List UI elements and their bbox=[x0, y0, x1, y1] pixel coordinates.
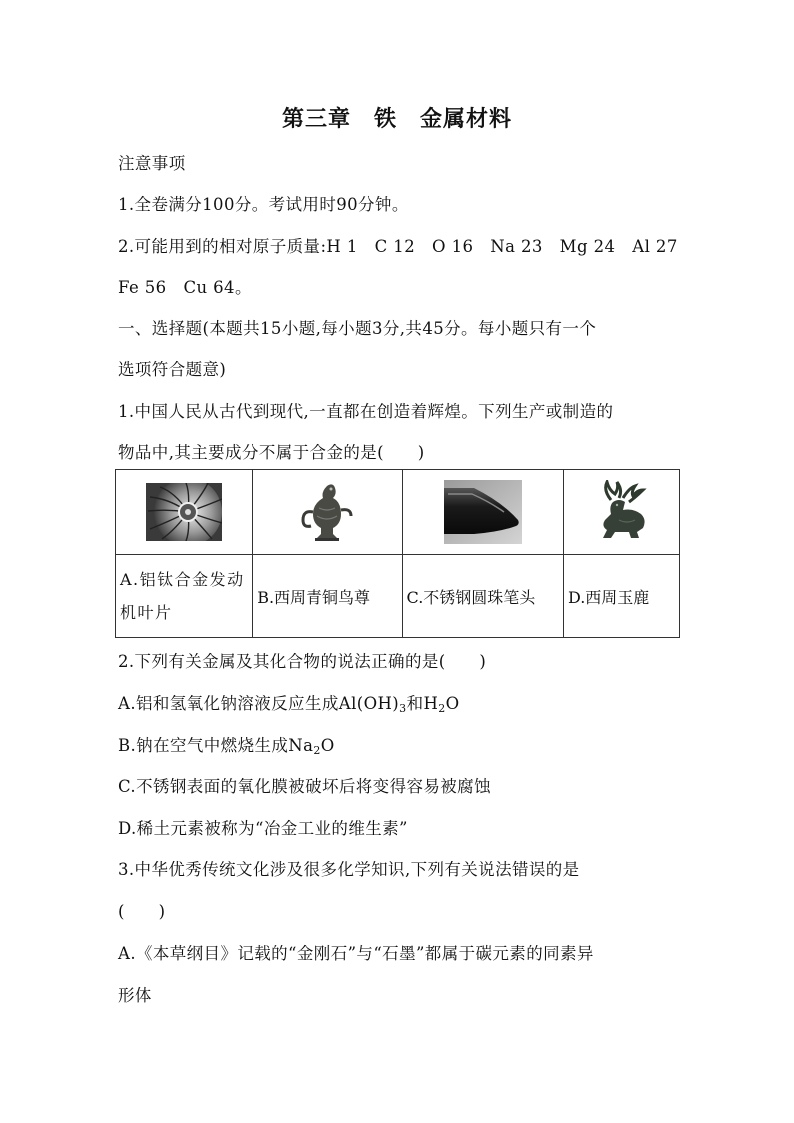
question-2-option-a bbox=[118, 690, 460, 714]
option-a-image-cell bbox=[116, 470, 253, 555]
question-2-option-c: C.不锈钢表面的氧化膜被破坏后将变得容易被腐蚀 bbox=[118, 777, 491, 796]
subscript: 3 bbox=[399, 702, 407, 715]
options-label-row bbox=[116, 555, 680, 638]
option-c-label: C.不锈钢圆珠笔头 bbox=[402, 555, 563, 638]
question-3-option-a-line-1: A.《本草纲目》记载的“金刚石”与“石墨”都属于碳元素的同素异 bbox=[118, 944, 594, 963]
question-2-stem: 2.下列有关金属及其化合物的说法正确的是( ) bbox=[118, 652, 487, 671]
question-1-stem-line-2: 物品中,其主要成分不属于合金的是( ) bbox=[118, 443, 425, 462]
option-a-text: A.铝和氢氧化钠溶液反应生成Al(OH) bbox=[118, 694, 400, 713]
question-1-stem-line-1: 1.中国人民从古代到现代,一直都在创造着辉煌。下列生产或制造的 bbox=[118, 402, 614, 421]
chapter-title: 第三章 铁 金属材料 bbox=[281, 106, 512, 132]
question-3-option-a-line-2: 形体 bbox=[118, 986, 152, 1005]
section-heading-line-2: 选项符合题意) bbox=[118, 360, 227, 379]
turbine-fan-image bbox=[146, 483, 222, 541]
notice-item-2-line-1: 2.可能用到的相对原子质量:H 1 C 12 O 16 Na 23 Mg 24 Al 27 bbox=[118, 237, 678, 256]
option-a-text-mid: 和H bbox=[406, 694, 439, 713]
question-2-option-b bbox=[118, 732, 335, 756]
notice-item-1: 1.全卷满分100分。考试用时90分钟。 bbox=[118, 195, 409, 214]
question-3-stem-line-1: 3.中华优秀传统文化涉及很多化学知识,下列有关说法错误的是 bbox=[118, 860, 580, 879]
bronze-bird-vessel-image bbox=[297, 480, 357, 544]
ballpoint-pen-tip-image bbox=[444, 480, 522, 544]
notice-heading: 注意事项 bbox=[118, 154, 186, 173]
question-1-options-table bbox=[115, 469, 680, 638]
notice-item-2-line-2: Fe 56 Cu 64。 bbox=[118, 278, 252, 297]
option-b-image-cell bbox=[253, 470, 402, 555]
section-heading-line-1: 一、选择题(本题共15小题,每小题3分,共45分。每小题只有一个 bbox=[118, 319, 597, 338]
question-2-option-d: D.稀土元素被称为“冶金工业的维生素” bbox=[118, 819, 408, 838]
subscript: 2 bbox=[438, 702, 446, 715]
question-3-stem-line-2: ( ) bbox=[118, 902, 166, 921]
jade-deer-image bbox=[589, 480, 653, 544]
option-d-label: D.西周玉鹿 bbox=[563, 555, 679, 638]
option-b-text-end: O bbox=[320, 736, 335, 755]
option-a-text-end: O bbox=[445, 694, 460, 713]
options-image-row bbox=[116, 470, 680, 555]
option-a-label: A.铝钛合金发动机叶片 bbox=[116, 555, 253, 638]
subscript: 2 bbox=[313, 744, 321, 757]
option-c-image-cell bbox=[402, 470, 563, 555]
option-b-text: B.钠在空气中燃烧生成Na bbox=[118, 736, 314, 755]
option-b-label: B.西周青铜鸟尊 bbox=[253, 555, 402, 638]
option-d-image-cell bbox=[563, 470, 679, 555]
